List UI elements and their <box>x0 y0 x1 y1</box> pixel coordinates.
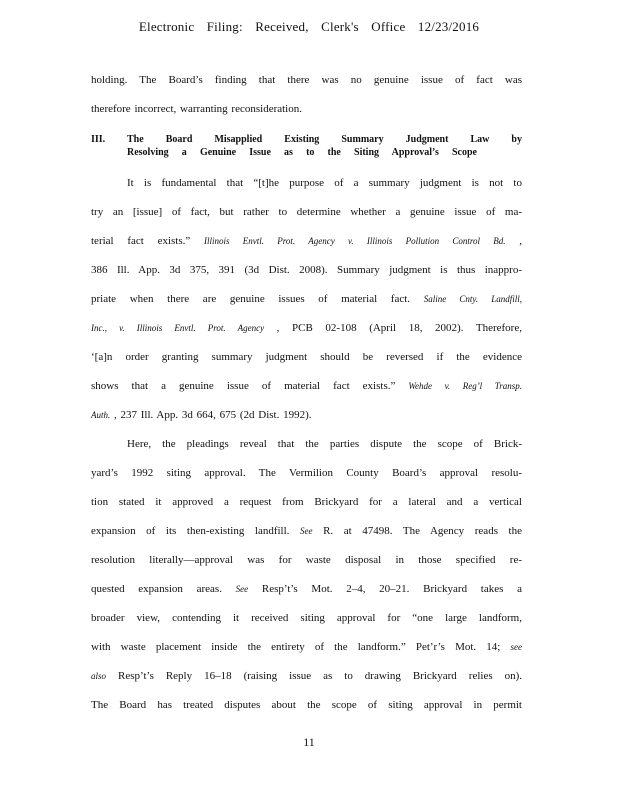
page-number: 11 <box>303 735 315 749</box>
section-title-line-2: Resolving a Genuine Issue as to the Siting Approval’s Scope <box>127 147 477 158</box>
text-line: resolution literally—approval was for waste disposal in those specified re- <box>91 554 522 566</box>
text-line <box>91 379 522 393</box>
text-run: , <box>505 235 522 247</box>
case-citation: Auth. <box>91 410 111 420</box>
text-line: It is fundamental that “[t]he purpose of a summary judgment is not to <box>127 177 522 189</box>
signal-see: See <box>300 526 313 536</box>
text-line <box>91 292 522 306</box>
text-run: shows that a genuine issue of material fact exists.” <box>91 380 409 392</box>
text-run: expansion of its then-existing landfill. <box>91 525 301 537</box>
case-citation: Inc., v. Illinois Envtl. Prot. Agency <box>91 323 265 333</box>
text-line <box>91 640 522 654</box>
text-line <box>91 582 522 596</box>
text-line: Here, the pleadings reveal that the parties dispute the scope of Brick- <box>127 438 522 450</box>
case-citation: Saline Cnty. Landfill, <box>423 294 522 304</box>
text-line: yard’s 1992 siting approval. The Vermilion County Board’s approval resolu- <box>91 467 522 479</box>
signal-see: See <box>235 584 249 594</box>
signal-also: also <box>91 671 107 681</box>
text-line: 386 Ill. App. 3d 375, 391 (3d Dist. 2008). Summary judgment is thus inappro- <box>91 264 522 276</box>
text-line <box>91 234 522 248</box>
section-title-line-1: The Board Misapplied Existing Summary Judgment Law by <box>127 134 522 145</box>
text-run: R. at 47498. The Agency reads the <box>312 525 522 537</box>
text-run: quested expansion areas. <box>91 583 236 595</box>
section-number: III. <box>91 134 106 145</box>
text-run: Resp’t’s Reply 16–18 (raising issue as to drawing Brickyard relies on). <box>106 670 522 682</box>
text-line <box>91 669 522 683</box>
text-line: tion stated it approved a request from Brickyard for a lateral and a vertical <box>91 496 522 508</box>
text-run: priate when there are genuine issues of material fact. <box>91 293 424 305</box>
text-line <box>91 524 522 538</box>
signal-see: see <box>510 642 522 652</box>
text-run: with waste placement inside the entirety of the landform.” Pet’r’s Mot. 14; <box>91 641 511 653</box>
text-run: , 237 Ill. App. 3d 664, 675 (2d Dist. 1992). <box>110 409 312 421</box>
text-run: terial fact exists.” <box>91 235 205 247</box>
text-line: therefore incorrect, warranting reconsideration. <box>91 103 302 115</box>
filing-header: Electronic Filing: Received, Clerk's Office 12/23/2016 <box>138 19 480 34</box>
text-line: ‘[a]n order granting summary judgment should be reversed if the evidence <box>91 351 522 363</box>
text-line: try an [issue] of fact, but rather to determine whether a genuine issue of ma- <box>91 206 522 218</box>
text-line: broader view, contending it received siting approval for “one large landform, <box>91 612 522 624</box>
text-line: The Board has treated disputes about the scope of siting approval in permit <box>91 699 522 711</box>
case-citation: Wehde v. Reg’l Transp. <box>408 381 522 391</box>
text-run: , PCB 02-108 (April 18, 2002). Therefore, <box>264 322 522 334</box>
case-citation: Illinois Envtl. Prot. Agency v. Illinois Pollution Control Bd. <box>204 236 506 246</box>
text-line <box>91 408 522 422</box>
text-line: holding. The Board’s finding that there was no genuine issue of fact was <box>91 74 522 86</box>
text-run: Resp’t’s Mot. 2–4, 20–21. Brickyard takes a <box>248 583 522 595</box>
text-line <box>91 321 522 335</box>
